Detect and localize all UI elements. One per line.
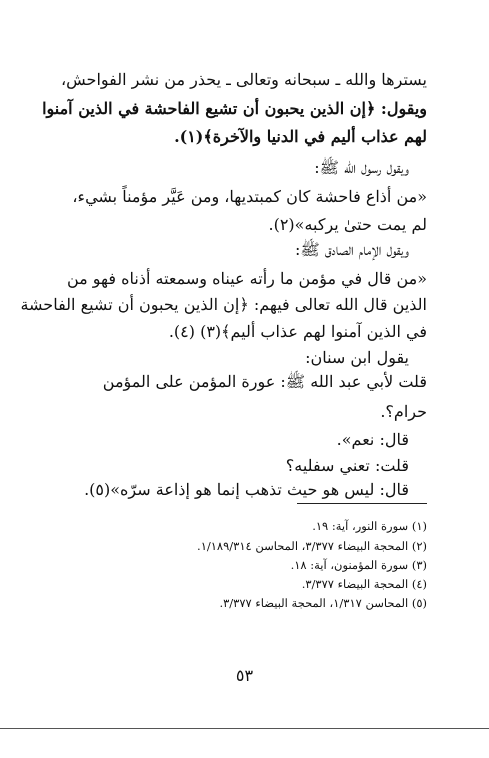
footnote: (١) سورة النور، آية: ١٩.	[312, 519, 427, 533]
body-line: قال: نعم».	[336, 430, 409, 449]
body-line: قال: ليس هو حيث تذهب إنما هو إذاعة سرّه»(٥).	[84, 480, 409, 499]
hadith-line: الذين قال الله تعالى فيهم: ﴿إن الذين يحبون أن تشيع الفاحشة	[20, 295, 427, 314]
body-line: ويقول الإمام الصادق ﷺ:	[295, 240, 409, 259]
footnote: (٢) المحجة البيضاء ٣/٣٧٧، المحاسن ١/١٨٩/٣١٤.	[197, 539, 427, 553]
hadith-line: لم يمت حتىٰ يركبه»(٢).	[268, 215, 427, 234]
body-line: يقول ابن سنان:	[305, 348, 409, 367]
footnote: (٣) سورة المؤمنون، آية: ١٨.	[290, 558, 427, 572]
quran-verse-line: لهم عذاب أليم في الدنيا والآخرة﴾(١).	[174, 127, 427, 146]
page-bottom-line	[0, 728, 489, 729]
body-line: قلت: تعني سفليه؟	[285, 456, 409, 475]
footnote: (٤) المحجة البيضاء ٣/٣٧٧.	[301, 577, 427, 591]
quran-verse-line: ويقول: ﴿إن الذين يحبون أن تشيع الفاحشة في الذين آمنوا	[42, 99, 427, 118]
hadith-line: في الذين آمنوا لهم عذاب أليم﴾(٣) (٤).	[168, 322, 427, 341]
page-number: ٥٣	[235, 666, 254, 685]
footnote-divider	[297, 503, 427, 504]
footnote: (٥) المحاسن ١/٣١٧، المحجة البيضاء ٣/٣٧٧.	[219, 596, 427, 610]
body-line: ويقول رسول الله ﷺ:	[314, 158, 409, 177]
body-line: قلت لأبي عبد الله ﷺ: عورة المؤمن على المؤمن	[102, 372, 427, 391]
body-line: حرام؟.	[380, 402, 427, 421]
hadith-line: «من قال في مؤمن ما رأته عيناه وسمعته أذناه فهو من	[66, 269, 427, 288]
body-line: يسترها والله ـ سبحانه وتعالى ـ يحذر من نشر الفواحش،	[60, 70, 427, 89]
hadith-line: «من أذاع فاحشة كان كمبتديها، ومن عَيَّر مؤمناً بشيء،	[72, 187, 427, 206]
